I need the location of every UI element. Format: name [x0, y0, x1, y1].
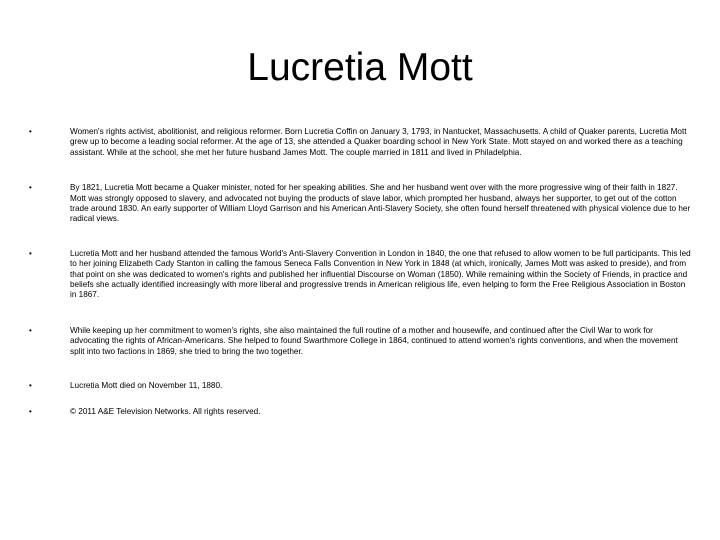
- bullet-item-commitment: [28, 326, 693, 357]
- slide-title: Lucretia Mott: [247, 46, 473, 89]
- bullet-item-copyright: [28, 407, 693, 417]
- bullet-text: While keeping up her commitment to women's rights, she also maintained the full routine of a mother and housewife, and continued after the Civil War to work for advocating the rights of African-Americans. She helped to found Swarthmore College in 1864, continued to attend women's rights conventions, and when the movement split into two factions in 1869, she tried to bring the two together.: [70, 325, 678, 356]
- bullet-text: Lucretia Mott died on November 11, 1880.: [70, 381, 223, 391]
- bullet-icon: •: [29, 183, 32, 193]
- bullet-item-death: [28, 381, 693, 391]
- bullet-icon: •: [29, 127, 32, 136]
- bullet-icon: •: [29, 381, 32, 391]
- bullet-text: Lucretia Mott and her husband attended the famous World's Anti-Slavery Convention in London in 1840, the one that refused to allow women to be full participants. This led to her joining Elizabeth Cady Stanton in calling the famous Seneca Falls Convention in New York in 1848 (at which, ironically, James Mott was asked to preside), and from that point on she was dedicated to women's rights and published her influential Discourse on Woman (1850). While remaining within the Society of Friends, in practice and beliefs she actually identified increasingly with more liberal and progressive trends in American religious life, even helping to form the Free Religious Association in Boston in 1867.: [70, 248, 691, 300]
- bullet-icon: •: [29, 406, 32, 416]
- bullet-list: [28, 127, 693, 417]
- bullet-item-minister: [28, 183, 693, 225]
- bullet-text: By 1821, Lucretia Mott became a Quaker minister, noted for her speaking abilities. She and her husband went over with the more progressive wing of their faith in 1827. Mott was strongly opposed to slavery, and advocated not buying the products of slave labor, which prompted her husband, always her supporter, to get out of the cotton trade around 1830. An early supporter of William Lloyd Garrison and his American Anti-Slavery Society, she often found herself threatened with physical violence due to her radical views.: [70, 183, 691, 224]
- bullet-icon: •: [29, 248, 32, 258]
- bullet-text: Women's rights activist, abolitionist, and religious reformer. Born Lucretia Coffin on January 3, 1793, in Nantucket, Massachusetts. A child of Quaker parents, Lucretia Mott grew up to become a leading social reformer. At the age of 13, she attended a Quaker boarding school in New York State. Mott stayed on and worked there as a teaching assistant. While at the school, she met her future husband James Mott. The couple married in 1811 and lived in Philadelphia.: [70, 127, 687, 157]
- bullet-item-convention: [28, 249, 693, 301]
- bullet-text: © 2011 A&E Television Networks. All rights reserved.: [70, 406, 261, 416]
- bullet-icon: •: [29, 325, 32, 335]
- bullet-item-biography: [28, 127, 693, 158]
